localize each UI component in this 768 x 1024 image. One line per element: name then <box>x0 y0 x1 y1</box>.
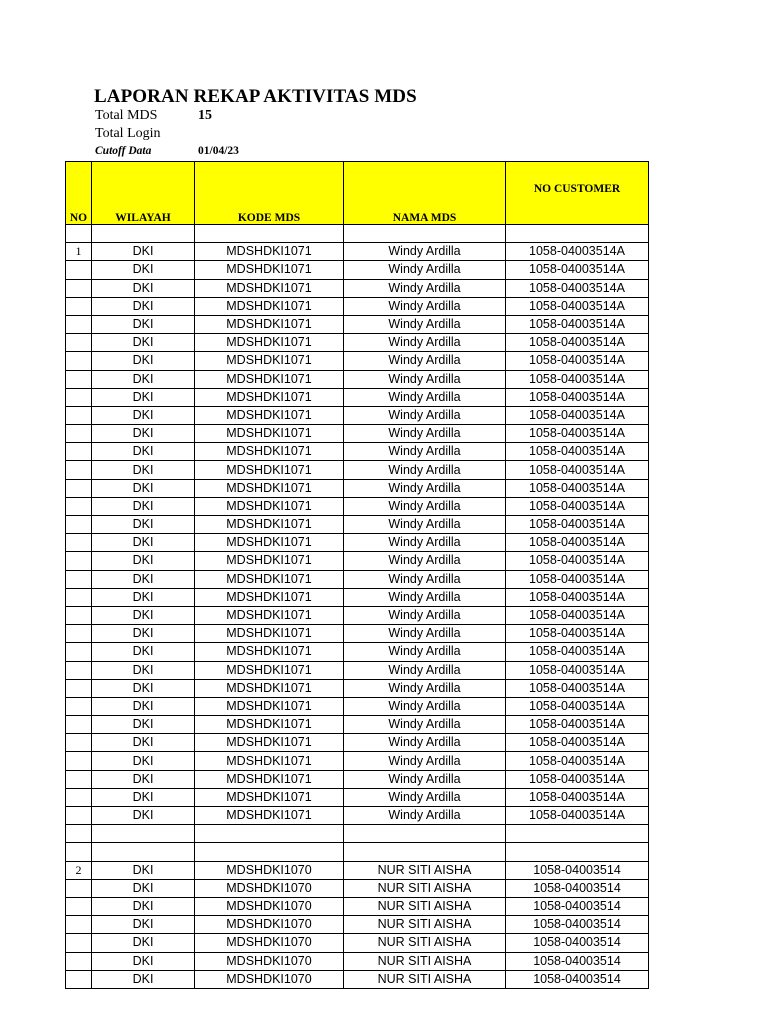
table-row <box>66 479 649 497</box>
cell-no-customer: 1058-04003514 <box>506 879 649 897</box>
cell-wilayah: DKI <box>92 370 195 388</box>
cell-no-customer: 1058-04003514A <box>506 297 649 315</box>
table-header-row <box>66 162 649 225</box>
cell-wilayah: DKI <box>92 243 195 261</box>
cell-no-customer: 1058-04003514A <box>506 388 649 406</box>
table-row <box>66 588 649 606</box>
cell-no <box>66 570 92 588</box>
cell-no: 2 <box>66 861 92 879</box>
header-wilayah: WILAYAH <box>92 162 195 225</box>
cell-nama-mds: Windy Ardilla <box>344 788 506 806</box>
empty-cell <box>506 843 649 861</box>
cell-nama-mds: Windy Ardilla <box>344 443 506 461</box>
cell-no <box>66 588 92 606</box>
cell-no <box>66 516 92 534</box>
header-no: NO <box>66 162 92 225</box>
table-row <box>66 425 649 443</box>
table-row <box>66 952 649 970</box>
cell-kode-mds: MDSHDKI1071 <box>195 243 344 261</box>
cell-kode-mds: MDSHDKI1071 <box>195 606 344 624</box>
cell-no-customer: 1058-04003514A <box>506 279 649 297</box>
cell-kode-mds: MDSHDKI1071 <box>195 461 344 479</box>
cell-kode-mds: MDSHDKI1071 <box>195 479 344 497</box>
cell-no <box>66 625 92 643</box>
cell-nama-mds: Windy Ardilla <box>344 243 506 261</box>
total-mds-label: Total MDS <box>95 108 158 123</box>
report-title: LAPORAN REKAP AKTIVITAS MDS <box>94 86 417 107</box>
table-row <box>66 570 649 588</box>
empty-cell <box>92 843 195 861</box>
cell-nama-mds: Windy Ardilla <box>344 570 506 588</box>
cell-no <box>66 425 92 443</box>
cell-nama-mds: NUR SITI AISHA <box>344 952 506 970</box>
cell-wilayah: DKI <box>92 952 195 970</box>
cell-wilayah: DKI <box>92 297 195 315</box>
cell-no-customer: 1058-04003514 <box>506 934 649 952</box>
cell-no <box>66 752 92 770</box>
table-row <box>66 788 649 806</box>
table-row <box>66 261 649 279</box>
cell-no-customer: 1058-04003514 <box>506 861 649 879</box>
cell-no <box>66 734 92 752</box>
cell-no-customer: 1058-04003514A <box>506 425 649 443</box>
cell-no-customer: 1058-04003514 <box>506 916 649 934</box>
cell-nama-mds: NUR SITI AISHA <box>344 916 506 934</box>
cell-no-customer: 1058-04003514A <box>506 552 649 570</box>
cell-nama-mds: Windy Ardilla <box>344 315 506 333</box>
cell-no-customer: 1058-04003514A <box>506 261 649 279</box>
table-row <box>66 370 649 388</box>
cell-kode-mds: MDSHDKI1071 <box>195 625 344 643</box>
table-row <box>66 606 649 624</box>
cell-no-customer: 1058-04003514A <box>506 315 649 333</box>
cell-nama-mds: NUR SITI AISHA <box>344 861 506 879</box>
cell-no <box>66 406 92 424</box>
cell-kode-mds: MDSHDKI1071 <box>195 370 344 388</box>
cell-no-customer: 1058-04003514A <box>506 334 649 352</box>
table-row <box>66 734 649 752</box>
cell-kode-mds: MDSHDKI1071 <box>195 497 344 515</box>
empty-cell <box>344 843 506 861</box>
cell-kode-mds: MDSHDKI1071 <box>195 734 344 752</box>
cell-no <box>66 315 92 333</box>
cell-no <box>66 261 92 279</box>
cell-nama-mds: Windy Ardilla <box>344 279 506 297</box>
header-nama-mds: NAMA MDS <box>344 162 506 225</box>
cell-kode-mds: MDSHDKI1071 <box>195 788 344 806</box>
cell-nama-mds: Windy Ardilla <box>344 534 506 552</box>
cell-kode-mds: MDSHDKI1071 <box>195 679 344 697</box>
cell-kode-mds: MDSHDKI1071 <box>195 279 344 297</box>
cell-no <box>66 879 92 897</box>
cell-nama-mds: NUR SITI AISHA <box>344 879 506 897</box>
cell-wilayah: DKI <box>92 752 195 770</box>
cell-nama-mds: Windy Ardilla <box>344 425 506 443</box>
cell-wilayah: DKI <box>92 661 195 679</box>
cutoff-label: Cutoff Data <box>95 145 152 157</box>
cell-no <box>66 334 92 352</box>
table-row <box>66 443 649 461</box>
empty-cell <box>195 843 344 861</box>
table-row <box>66 552 649 570</box>
cell-nama-mds: Windy Ardilla <box>344 752 506 770</box>
cell-nama-mds: Windy Ardilla <box>344 552 506 570</box>
cell-no <box>66 916 92 934</box>
cell-nama-mds: Windy Ardilla <box>344 716 506 734</box>
cell-wilayah: DKI <box>92 697 195 715</box>
cell-no-customer: 1058-04003514 <box>506 970 649 988</box>
cell-wilayah: DKI <box>92 315 195 333</box>
cell-kode-mds: MDSHDKI1071 <box>195 297 344 315</box>
cell-nama-mds: NUR SITI AISHA <box>344 897 506 915</box>
empty-cell <box>195 225 344 243</box>
cell-wilayah: DKI <box>92 606 195 624</box>
cell-kode-mds: MDSHDKI1071 <box>195 352 344 370</box>
cell-no-customer: 1058-04003514A <box>506 370 649 388</box>
table-row <box>66 243 649 261</box>
cell-kode-mds: MDSHDKI1071 <box>195 570 344 588</box>
empty-cell <box>66 825 92 843</box>
cell-wilayah: DKI <box>92 279 195 297</box>
table-row <box>66 297 649 315</box>
cell-no <box>66 807 92 825</box>
cell-nama-mds: Windy Ardilla <box>344 497 506 515</box>
table-row <box>66 352 649 370</box>
cell-no <box>66 370 92 388</box>
cell-kode-mds: MDSHDKI1071 <box>195 406 344 424</box>
table-row <box>66 643 649 661</box>
cell-wilayah: DKI <box>92 588 195 606</box>
cell-no <box>66 606 92 624</box>
cell-no-customer: 1058-04003514A <box>506 534 649 552</box>
cell-nama-mds: Windy Ardilla <box>344 261 506 279</box>
cell-wilayah: DKI <box>92 679 195 697</box>
cell-wilayah: DKI <box>92 716 195 734</box>
cell-no <box>66 297 92 315</box>
cell-wilayah: DKI <box>92 625 195 643</box>
cell-no <box>66 679 92 697</box>
cell-wilayah: DKI <box>92 388 195 406</box>
cell-kode-mds: MDSHDKI1071 <box>195 425 344 443</box>
cell-no <box>66 643 92 661</box>
cell-no <box>66 934 92 952</box>
cell-kode-mds: MDSHDKI1071 <box>195 643 344 661</box>
table-blank-row <box>66 225 649 243</box>
table-row <box>66 497 649 515</box>
table-blank-row <box>66 825 649 843</box>
cell-no <box>66 897 92 915</box>
cell-no-customer: 1058-04003514A <box>506 461 649 479</box>
cell-no-customer: 1058-04003514A <box>506 243 649 261</box>
cell-kode-mds: MDSHDKI1071 <box>195 388 344 406</box>
cell-kode-mds: MDSHDKI1071 <box>195 770 344 788</box>
empty-cell <box>506 225 649 243</box>
cell-no <box>66 716 92 734</box>
cell-wilayah: DKI <box>92 334 195 352</box>
cell-kode-mds: MDSHDKI1071 <box>195 443 344 461</box>
table-row <box>66 625 649 643</box>
cell-no-customer: 1058-04003514A <box>506 643 649 661</box>
table-row <box>66 534 649 552</box>
cell-kode-mds: MDSHDKI1071 <box>195 334 344 352</box>
cell-kode-mds: MDSHDKI1071 <box>195 534 344 552</box>
cell-no <box>66 661 92 679</box>
cell-nama-mds: Windy Ardilla <box>344 643 506 661</box>
cell-kode-mds: MDSHDKI1071 <box>195 716 344 734</box>
cutoff-value: 01/04/23 <box>198 145 239 157</box>
cell-no <box>66 479 92 497</box>
cell-no-customer: 1058-04003514A <box>506 734 649 752</box>
cell-no-customer: 1058-04003514A <box>506 788 649 806</box>
empty-cell <box>344 825 506 843</box>
cell-nama-mds: Windy Ardilla <box>344 697 506 715</box>
cell-nama-mds: Windy Ardilla <box>344 461 506 479</box>
cell-kode-mds: MDSHDKI1071 <box>195 315 344 333</box>
cell-kode-mds: MDSHDKI1071 <box>195 752 344 770</box>
cell-nama-mds: Windy Ardilla <box>344 734 506 752</box>
empty-cell <box>66 843 92 861</box>
cell-wilayah: DKI <box>92 352 195 370</box>
cell-kode-mds: MDSHDKI1070 <box>195 861 344 879</box>
empty-cell <box>195 825 344 843</box>
cell-no <box>66 443 92 461</box>
cell-no-customer: 1058-04003514 <box>506 897 649 915</box>
cell-kode-mds: MDSHDKI1070 <box>195 897 344 915</box>
cell-no-customer: 1058-04003514A <box>506 443 649 461</box>
table-row <box>66 916 649 934</box>
cell-nama-mds: NUR SITI AISHA <box>344 934 506 952</box>
table-row <box>66 461 649 479</box>
cell-no: 1 <box>66 243 92 261</box>
cell-no <box>66 279 92 297</box>
cell-wilayah: DKI <box>92 497 195 515</box>
table-row <box>66 388 649 406</box>
table-row <box>66 716 649 734</box>
empty-cell <box>92 825 195 843</box>
cell-no-customer: 1058-04003514A <box>506 406 649 424</box>
cell-wilayah: DKI <box>92 461 195 479</box>
cell-nama-mds: Windy Ardilla <box>344 406 506 424</box>
header-no-customer: NO CUSTOMER <box>506 162 649 225</box>
empty-cell <box>92 225 195 243</box>
cell-wilayah: DKI <box>92 516 195 534</box>
cell-wilayah: DKI <box>92 552 195 570</box>
table-row <box>66 934 649 952</box>
cell-no <box>66 970 92 988</box>
cell-wilayah: DKI <box>92 879 195 897</box>
cell-wilayah: DKI <box>92 534 195 552</box>
cell-nama-mds: Windy Ardilla <box>344 297 506 315</box>
cell-wilayah: DKI <box>92 406 195 424</box>
table-blank-row <box>66 843 649 861</box>
cell-no-customer: 1058-04003514A <box>506 661 649 679</box>
cell-no <box>66 461 92 479</box>
cell-no-customer: 1058-04003514A <box>506 625 649 643</box>
table-row <box>66 752 649 770</box>
cell-kode-mds: MDSHDKI1071 <box>195 588 344 606</box>
table-row <box>66 279 649 297</box>
empty-cell <box>506 825 649 843</box>
cell-no-customer: 1058-04003514A <box>506 516 649 534</box>
header-kode-mds: KODE MDS <box>195 162 344 225</box>
cell-wilayah: DKI <box>92 970 195 988</box>
cell-no-customer: 1058-04003514A <box>506 497 649 515</box>
cell-no-customer: 1058-04003514 <box>506 952 649 970</box>
cell-no <box>66 352 92 370</box>
cell-wilayah: DKI <box>92 807 195 825</box>
cell-nama-mds: Windy Ardilla <box>344 388 506 406</box>
cell-wilayah: DKI <box>92 897 195 915</box>
cell-no-customer: 1058-04003514A <box>506 679 649 697</box>
cell-wilayah: DKI <box>92 261 195 279</box>
cell-nama-mds: Windy Ardilla <box>344 334 506 352</box>
cell-wilayah: DKI <box>92 479 195 497</box>
cell-kode-mds: MDSHDKI1071 <box>195 261 344 279</box>
cell-no <box>66 788 92 806</box>
table-row <box>66 315 649 333</box>
cell-wilayah: DKI <box>92 443 195 461</box>
cell-nama-mds: Windy Ardilla <box>344 352 506 370</box>
table-row <box>66 897 649 915</box>
table-row <box>66 516 649 534</box>
cell-no <box>66 534 92 552</box>
cell-kode-mds: MDSHDKI1071 <box>195 516 344 534</box>
table-body <box>66 225 649 989</box>
cell-no <box>66 497 92 515</box>
cell-kode-mds: MDSHDKI1071 <box>195 807 344 825</box>
cell-nama-mds: Windy Ardilla <box>344 807 506 825</box>
table-row <box>66 661 649 679</box>
cell-no-customer: 1058-04003514A <box>506 752 649 770</box>
cell-kode-mds: MDSHDKI1070 <box>195 952 344 970</box>
cell-nama-mds: Windy Ardilla <box>344 606 506 624</box>
cell-no <box>66 552 92 570</box>
activity-table <box>65 161 649 989</box>
cell-wilayah: DKI <box>92 916 195 934</box>
cell-kode-mds: MDSHDKI1071 <box>195 661 344 679</box>
table-row <box>66 334 649 352</box>
table-row <box>66 697 649 715</box>
cell-no <box>66 770 92 788</box>
cell-no-customer: 1058-04003514A <box>506 697 649 715</box>
cell-no-customer: 1058-04003514A <box>506 770 649 788</box>
cell-no-customer: 1058-04003514A <box>506 570 649 588</box>
table-row <box>66 970 649 988</box>
cell-nama-mds: Windy Ardilla <box>344 516 506 534</box>
cell-no-customer: 1058-04003514A <box>506 352 649 370</box>
cell-no-customer: 1058-04003514A <box>506 479 649 497</box>
cell-nama-mds: Windy Ardilla <box>344 770 506 788</box>
cell-kode-mds: MDSHDKI1070 <box>195 970 344 988</box>
cell-wilayah: DKI <box>92 734 195 752</box>
cell-nama-mds: Windy Ardilla <box>344 479 506 497</box>
empty-cell <box>344 225 506 243</box>
table-row <box>66 406 649 424</box>
cell-kode-mds: MDSHDKI1070 <box>195 879 344 897</box>
cell-nama-mds: Windy Ardilla <box>344 588 506 606</box>
cell-wilayah: DKI <box>92 770 195 788</box>
cell-nama-mds: Windy Ardilla <box>344 679 506 697</box>
cell-no-customer: 1058-04003514A <box>506 588 649 606</box>
cell-no <box>66 388 92 406</box>
cell-nama-mds: Windy Ardilla <box>344 661 506 679</box>
total-login-label: Total Login <box>95 126 161 141</box>
cell-nama-mds: NUR SITI AISHA <box>344 970 506 988</box>
cell-kode-mds: MDSHDKI1070 <box>195 934 344 952</box>
cell-wilayah: DKI <box>92 643 195 661</box>
cell-no <box>66 952 92 970</box>
cell-no <box>66 697 92 715</box>
cell-no-customer: 1058-04003514A <box>506 807 649 825</box>
cell-no-customer: 1058-04003514A <box>506 716 649 734</box>
total-mds-value: 15 <box>198 108 212 123</box>
cell-wilayah: DKI <box>92 570 195 588</box>
table-row <box>66 679 649 697</box>
cell-kode-mds: MDSHDKI1071 <box>195 697 344 715</box>
table-row <box>66 807 649 825</box>
cell-nama-mds: Windy Ardilla <box>344 370 506 388</box>
cell-wilayah: DKI <box>92 934 195 952</box>
cell-wilayah: DKI <box>92 788 195 806</box>
cell-no-customer: 1058-04003514A <box>506 606 649 624</box>
table-row <box>66 770 649 788</box>
cell-kode-mds: MDSHDKI1070 <box>195 916 344 934</box>
cell-nama-mds: Windy Ardilla <box>344 625 506 643</box>
empty-cell <box>66 225 92 243</box>
table-row <box>66 879 649 897</box>
table-row <box>66 861 649 879</box>
cell-wilayah: DKI <box>92 425 195 443</box>
cell-wilayah: DKI <box>92 861 195 879</box>
cell-kode-mds: MDSHDKI1071 <box>195 552 344 570</box>
